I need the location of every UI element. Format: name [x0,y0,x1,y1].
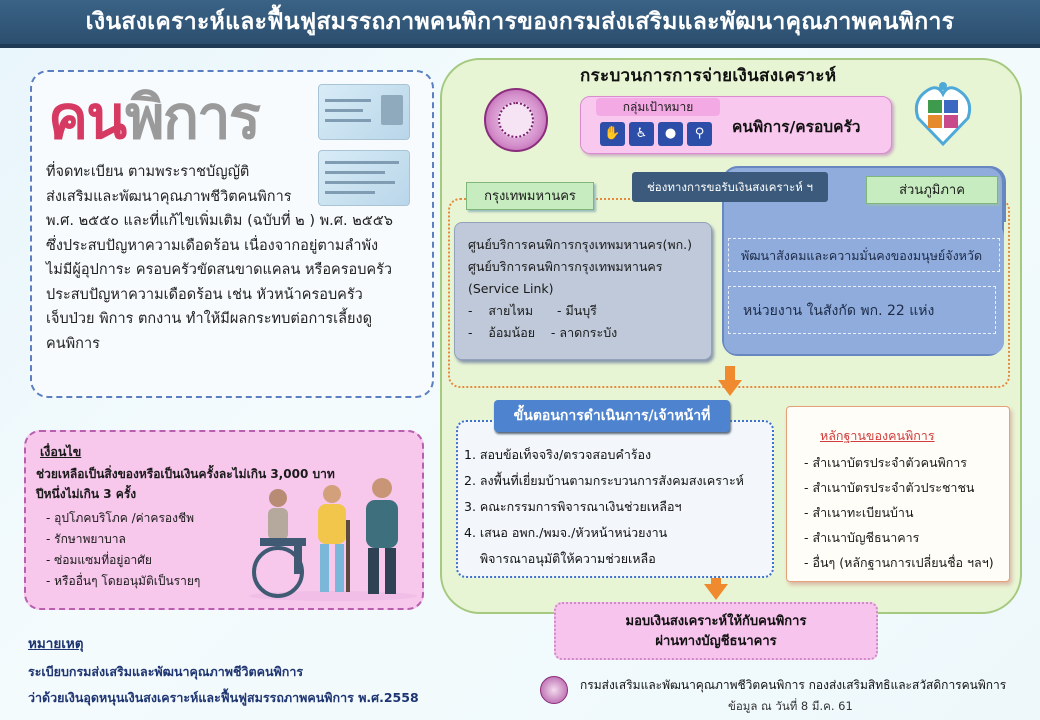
channel-label: ช่องทางการขอรับเงินสงเคราะห์ ฯ [632,172,828,202]
definition-line: ส่งเสริมและพัฒนาคุณภาพชีวิตคนพิการ [46,188,292,205]
bangkok-line: (Service Link) [468,281,554,296]
definition-line: พ.ศ. ๒๕๕๐ และที่แก้ไขเพิ่มเติม (ฉบับที่ ๒ ) พ.ศ. ๒๕๕๖ [46,213,393,229]
step-item: พิจารณาอนุมัติให้ความช่วยเหลือ [464,551,656,566]
wheelchair-icon: ♿ [629,122,654,146]
bangkok-line: - อ้อมน้อย - ลาดกระบัง [468,325,618,340]
list-item: - รักษาพยาบาล [46,532,126,546]
list-item: - อุปโภคบริโภค /ค่าครองชีพ [46,511,195,525]
step-item: 1. สอบข้อเท็จจริง/ตรวจสอบคำร้อง [464,447,652,462]
definition-line: เจ็บป่วย พิการ ตกงาน ทำให้มีผลกระทบต่อการเลี้ยงดู [46,311,372,327]
payment-line: ผ่านทางบัญชีธนาคาร [655,634,777,649]
bangkok-line: ศูนย์บริการคนพิการกรุงเทพมหานคร(พก.) [468,237,692,252]
head-icon: ● [658,122,683,146]
steps-heading: ขั้นตอนการดำเนินการ/เจ้าหน้าที่ [494,400,730,432]
bangkok-line: ศูนย์บริการคนพิการกรุงเทพมหานคร [468,259,663,274]
note-line: ระเบียบกรมส่งเสริมและพัฒนาคุณภาพชีวิตคนพิการ [28,664,304,679]
arrow-down-icon [718,366,742,398]
definition-line: ซึ่งประสบปัญหาความเดือดร้อน เนื่องจากอยู่ตามลำพัง [46,237,379,254]
step-item: 3. คณะกรรมการพิจารณาเงินช่วยเหลือฯ [464,499,682,514]
bangkok-centers [468,234,692,344]
target-group-label: กลุ่มเป้าหมาย [596,98,720,116]
list-item: - อื่นๆ (หลักฐานการเปลี่ยนชื่อ ฯลฯ) [804,555,994,570]
bangkok-tag: กรุงเทพมหานคร [466,182,594,210]
footer-date: ข้อมูล ณ วันที่ 8 มี.ค. 61 [728,699,853,713]
deaf-icon: ✋ [600,122,625,146]
definition-line: ที่จดทะเบียน ตามพระราชบัญญัติ [46,164,250,180]
criteria-main: ช่วยเหลือเป็นสิ่งของหรือเป็นเงินครั้งละไม่เกิน 3,000 บาท ปีหนึ่งไม่เกิน 3 ครั้ง [36,467,335,501]
step-item: 2. ลงพื้นที่เยี่ยมบ้านตามกระบวนการสังคมสงเคราะห์ [464,473,744,488]
list-item: - ซ่อมแซมที่อยู่อาศัย [46,553,152,567]
page-header [0,0,1040,48]
people-illustration [248,474,418,602]
department-seal-icon [540,676,568,704]
payment-line: มอบเงินสงเคราะห์ให้กับคนพิการ [625,614,807,629]
payment-box [554,602,878,660]
definition-line: ไม่มีผู้อุปการะ ครอบครัวขัดสนขาดแคลน หรือครอบครัว [46,262,393,278]
regional-units: หน่วยงาน ในสังกัด พก. 22 แห่ง [728,286,996,334]
page-title: เงินสงเคราะห์และฟื้นฟูสมรรถภาพคนพิการของกรมส่งเสริมและพัฒนาคุณภาพคนพิการ [85,9,955,35]
list-item: - สำเนาทะเบียนบ้าน [804,505,914,520]
criteria-list [46,508,200,592]
list-item: - สำเนาบัตรประจำตัวคนพิการ [804,455,968,470]
disabled-logo-word: คนพิการ [48,83,259,153]
step-item: 4. เสนอ อพก./พมจ./หัวหน้าหน่วยงาน [464,525,668,540]
seal-inner [498,102,534,138]
list-item: - สำเนาบัตรประจำตัวประชาชน [804,480,975,495]
department-logo-icon [914,78,972,146]
list-item: - หรืออื่นๆ โดยอนุมัติเป็นรายๆ [46,574,201,588]
evidence-list [804,450,994,575]
evidence-heading: หลักฐานของคนพิการ [820,428,935,443]
id-card-image [318,84,410,140]
steps-list [464,442,744,572]
note-line: ว่าด้วยเงินอุดหนุนเงินสงเคราะห์และฟื้นฟูสมรรถภาพคนพิการ พ.ศ.2558 [28,690,419,705]
footer-org: กรมส่งเสริมและพัฒนาคุณภาพชีวิตคนพิการ กองส่งเสริมสิทธิและสวัสดิการคนพิการ [580,678,1007,692]
definition-line: คนพิการ [46,335,100,352]
blind-icon: ⚲ [687,122,712,146]
list-item: - สำเนาบัญชีธนาคาร [804,530,920,545]
definition-line: ประสบปัญหาความเดือดร้อน เช่น หัวหน้าครอบครัว [46,286,363,303]
note-heading: หมายเหตุ [28,636,84,652]
regional-office: พัฒนาสังคมและความมั่นคงของมนุษย์จังหวัด [728,238,1000,272]
bangkok-line: - สายไหม - มีนบุรี [468,303,597,318]
process-title: กระบวนการการจ่ายเงินสงเคราะห์ [580,66,837,86]
criteria-heading: เงื่อนไข [40,444,82,459]
target-group-value: คนพิการ/ครอบครัว [732,118,861,136]
definition-text [46,160,424,356]
regional-tag: ส่วนภูมิภาค [866,176,998,204]
